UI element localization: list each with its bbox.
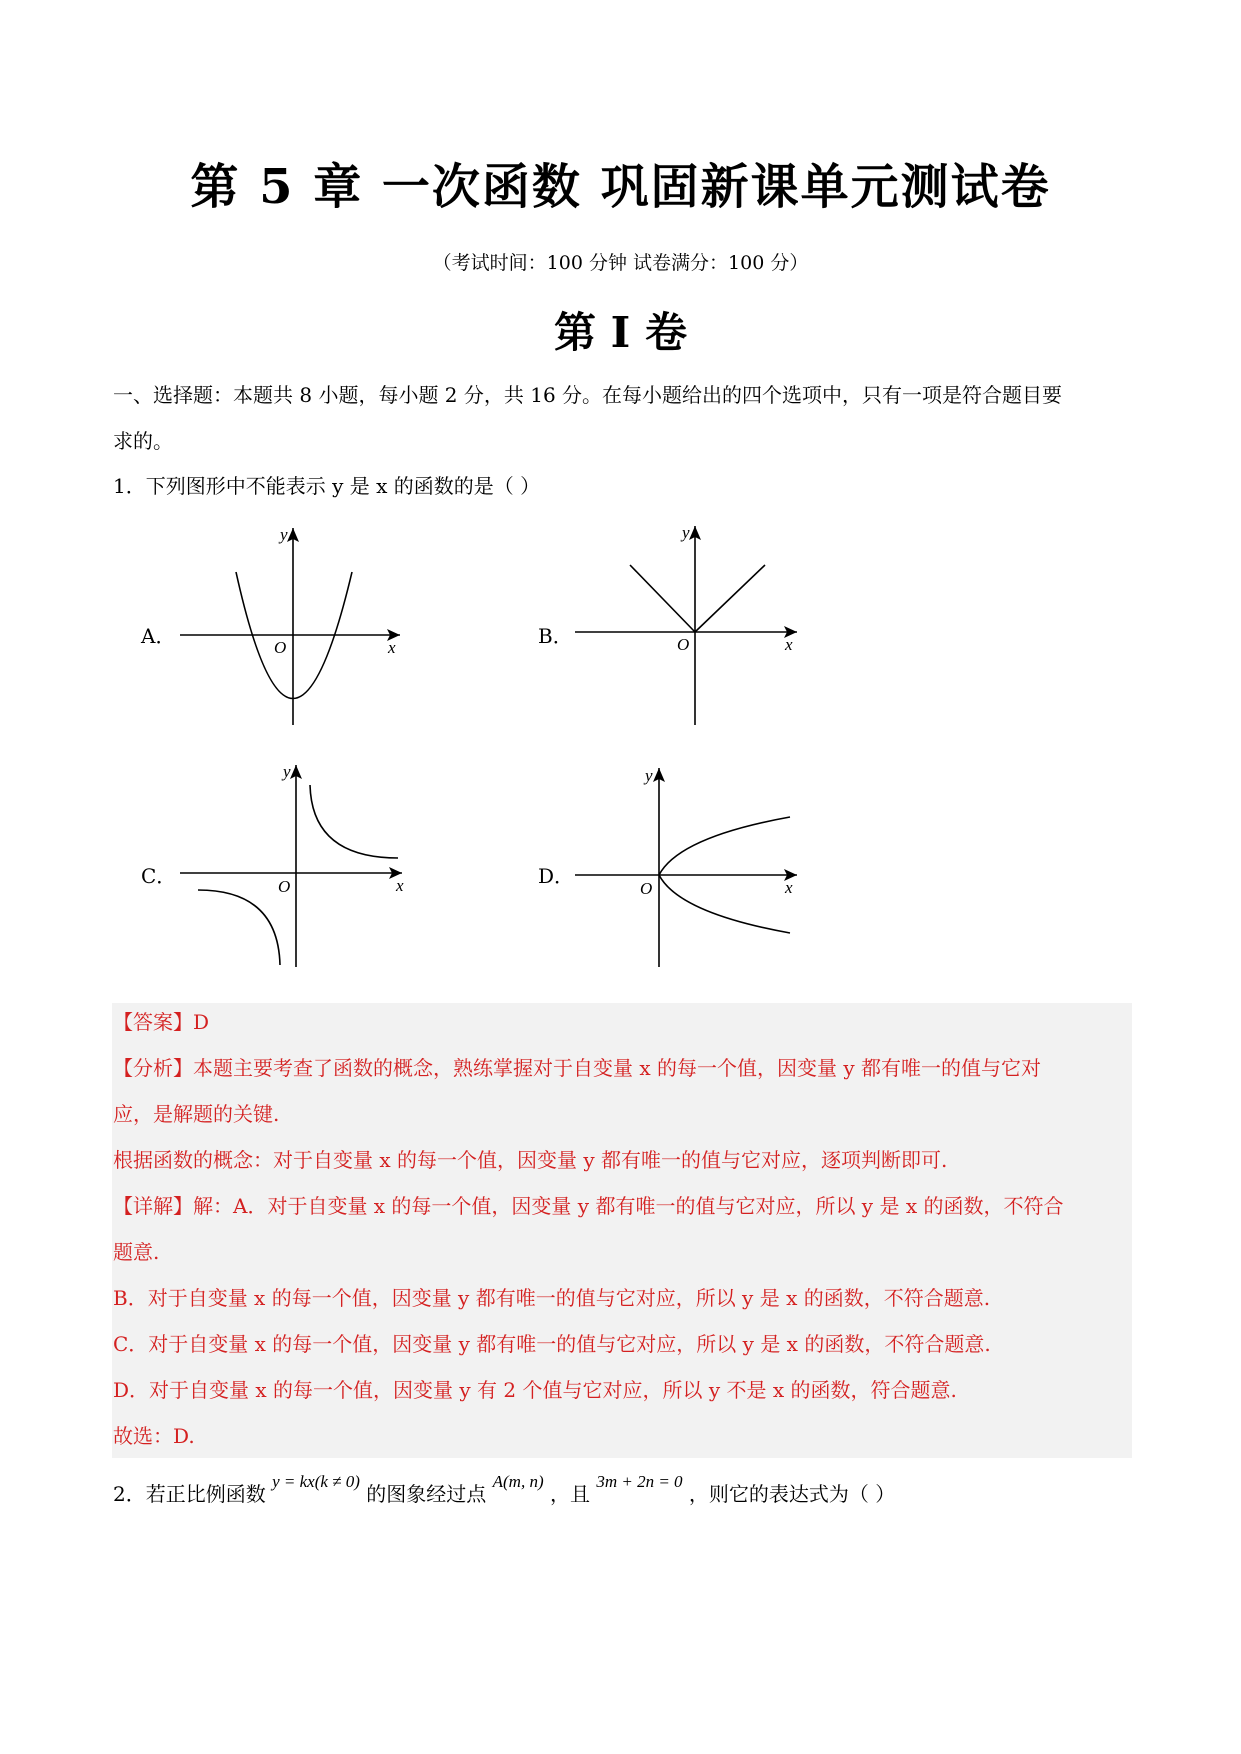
graph-b-y-label: y xyxy=(682,523,690,542)
graph-d-sideways-parabola xyxy=(565,760,805,970)
question2-text-3: ，且 xyxy=(549,1482,590,1506)
exam-info: （考试时间：100 分钟 试卷满分：100 分） xyxy=(432,252,809,274)
detail-line: C．对于自变量 x 的每一个值，因变量 y 都有唯一的值与它对应，所以 y 是 x 的函数，不符合题意. xyxy=(113,1332,991,1356)
graph-c-x-label: x xyxy=(396,876,404,895)
section-intro xyxy=(113,372,1133,464)
detail-line: 题意. xyxy=(113,1240,160,1264)
graph-a-origin-label: O xyxy=(274,638,287,657)
option-a-label: A． xyxy=(141,624,176,648)
graph-c-origin-label: O xyxy=(278,877,291,896)
question2-formula-2: A(m, n) xyxy=(492,1472,544,1491)
section-intro-line2: 求的。 xyxy=(113,429,173,453)
option-c-label: C． xyxy=(141,864,177,888)
question2-text-2: 的图象经过点 xyxy=(366,1482,487,1506)
graph-b-x-label: x xyxy=(785,635,793,654)
graph-b-origin-label: O xyxy=(677,635,690,654)
question2-stem xyxy=(113,1472,896,1507)
question2-formula-3: 3m + 2n = 0 xyxy=(596,1472,683,1491)
conclusion-line: 故选：D. xyxy=(113,1424,195,1448)
graph-d-y-label: y xyxy=(645,766,653,785)
graph-b-v-shape xyxy=(565,520,805,730)
graph-d-origin-label: O xyxy=(640,879,653,898)
detail-line: B．对于自变量 x 的每一个值，因变量 y 都有唯一的值与它对应，所以 y 是 x 的函数，不符合题意. xyxy=(113,1286,991,1310)
graph-d-x-label: x xyxy=(785,878,793,897)
page-title: 第 5 章 一次函数 巩固新课单元测试卷 xyxy=(190,159,1051,215)
question1-stem: 1．下列图形中不能表示 y 是 x 的函数的是（ ） xyxy=(113,474,541,498)
graph-a-x-label: x xyxy=(388,638,396,657)
answer-line: 【答案】D xyxy=(113,1010,210,1034)
question2-formula-1: y = kx(k ≠ 0) xyxy=(272,1472,360,1491)
graph-c-y-label: y xyxy=(283,762,291,781)
analysis-line: 根据函数的概念：对于自变量 x 的每一个值，因变量 y 都有唯一的值与它对应，逐项判断即可. xyxy=(113,1148,948,1172)
detail-line: 【详解】解：A．对于自变量 x 的每一个值，因变量 y 都有唯一的值与它对应，所以 y 是 x 的函数，不符合 xyxy=(113,1194,1064,1218)
option-d-label: D． xyxy=(538,864,575,888)
question2-text-1: 2．若正比例函数 xyxy=(113,1482,266,1506)
option-b-label: B． xyxy=(538,624,573,648)
analysis-line: 应，是解题的关键. xyxy=(113,1102,280,1126)
graph-c-hyperbola xyxy=(170,760,410,970)
graph-a-y-label: y xyxy=(280,525,288,544)
question2-text-4: ，则它的表达式为（ ） xyxy=(688,1482,896,1506)
volume-heading: 第 I 卷 xyxy=(554,308,687,357)
graph-a-parabola xyxy=(170,520,410,730)
analysis-line: 【分析】本题主要考查了函数的概念，熟练掌握对于自变量 x 的每一个值，因变量 y 都有唯一的值与它对 xyxy=(113,1056,1042,1080)
section-intro-line1: 一、选择题：本题共 8 小题，每小题 2 分，共 16 分。在每小题给出的四个选项中，只有一项是符合题目要 xyxy=(113,383,1063,407)
detail-line: D．对于自变量 x 的每一个值，因变量 y 有 2 个值与它对应，所以 y 不是 x 的函数，符合题意. xyxy=(113,1378,957,1402)
